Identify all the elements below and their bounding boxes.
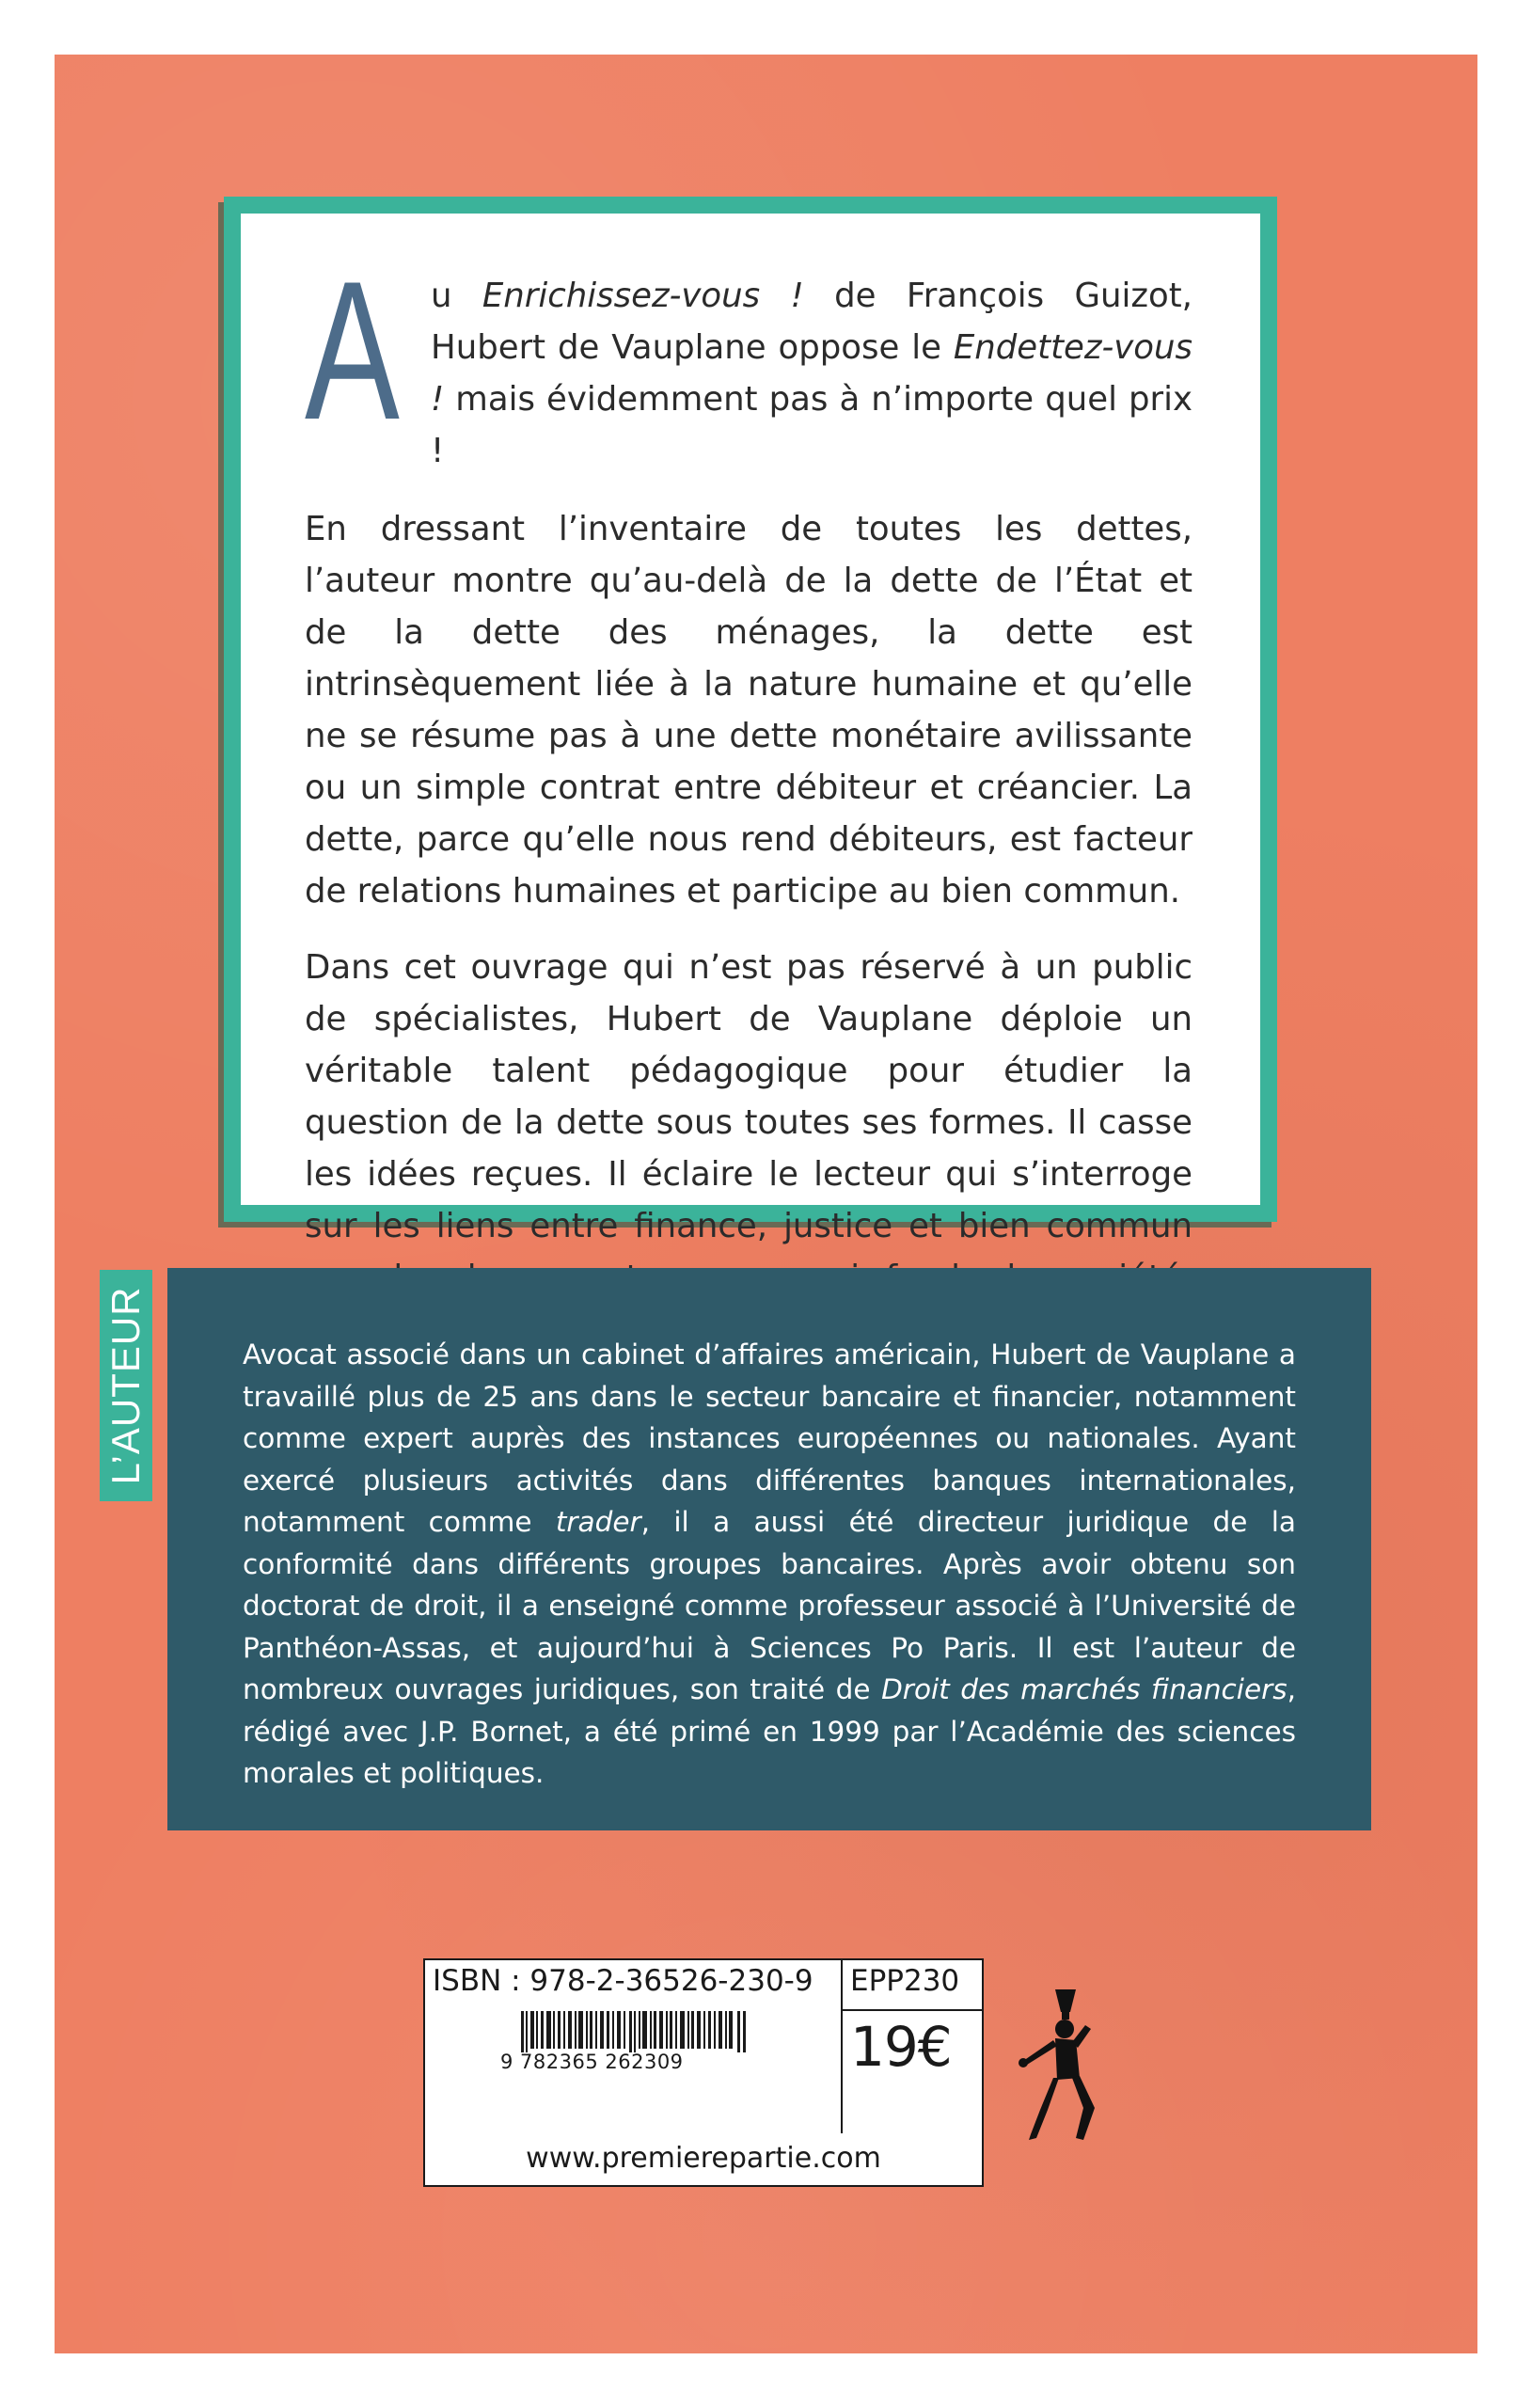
author-label-text: L’AUTEUR <box>103 1286 148 1485</box>
author-bio-part-2: , il a aussi été directeur juridique de la conformité dans différents groupes bancaires. Après avoir obtenu son doctorat de droit, il a enseigné comme professeur associé à l’Université de Panthéon-Assas, et aujourd’hui à Sciences Po Paris. Il est l’auteur de nombreux ouvrages juridiques, son traité de <box>243 1506 1296 1705</box>
publisher-logo-icon <box>1010 1988 1113 2147</box>
barcode-icon <box>521 2011 747 2052</box>
author-bio-part-3: , rédigé avec J.P. Bornet, a été primé en 1999 par l’Académie des sciences morales et politiques. <box>243 1673 1297 1789</box>
intro-text-start: u <box>431 277 482 315</box>
author-bio-italic-book-title: Droit des marchés financiers <box>881 1673 1287 1705</box>
author-bio-panel <box>167 1268 1371 1830</box>
intro-title-enrichissez: Enrichissez-vous ! <box>482 277 804 315</box>
summary-frame <box>224 197 1277 1245</box>
publisher-website[interactable]: www.premierepartie.com <box>423 2133 984 2187</box>
intro-paragraph <box>305 240 1192 477</box>
book-back-cover <box>55 55 1477 2353</box>
author-bio-italic-trader: trader <box>555 1506 641 1538</box>
summary-paragraph-3: Dans cet ouvrage qui n’est pas réservé à un public de spécialistes, Hubert de Vauplane déploie un véritable talent pédagogique pour étudier la question de la dette sous toutes ses formes. Il casse les idées reçues. Il éclaire le lecteur qui s’interroge sur les liens entre finance, justice et bien commun <box>305 948 1192 1245</box>
intro-title-endettez: Endettez-vous ! <box>431 328 1192 419</box>
product-code: EPP230 <box>850 1964 960 1998</box>
summary-box <box>241 214 1260 1245</box>
barcode-digits: 9 782365 262309 <box>500 2051 684 2073</box>
isbn-number: ISBN : 978-2-36526-230-9 <box>433 1964 813 1998</box>
isbn-code-divider-line <box>841 2009 982 2011</box>
author-section-label <box>100 1270 152 1501</box>
author-bio-part-1: Avocat associé dans un cabinet d’affaires américain, Hubert de Vauplane a travaillé plus de 25 ans dans le secteur bancaire et financier, notamment comme expert auprès des instances européennes ou nationales. Ayant exercé plusieurs activités dans différentes banques internationales, notamment comme <box>243 1339 1296 1538</box>
intro-text-end: mais évidemment pas à n’importe quel prix ! <box>431 380 1192 470</box>
price: 19€ <box>850 2015 952 2079</box>
summary-paragraph-2: En dressant l’inventaire de toutes les dettes, l’auteur montre qu’au-delà de la dette de l’État et de la dette des ménages, la dette est intrinsèquement liée à la nature humaine et qu’elle ne se résume pas à une dette monétaire avilissante ou un simple contrat entre débiteur et créancier. La dette, parce qu’elle nous rend débiteurs, est facteur de relations humaines et participe au bien commun. <box>305 510 1192 911</box>
price-divider <box>841 1960 843 2133</box>
intro-text-middle: de François Guizot, Hubert de Vauplane oppose le <box>431 277 1192 367</box>
drop-cap: A <box>305 240 400 461</box>
isbn-barcode-block <box>423 1958 984 2135</box>
